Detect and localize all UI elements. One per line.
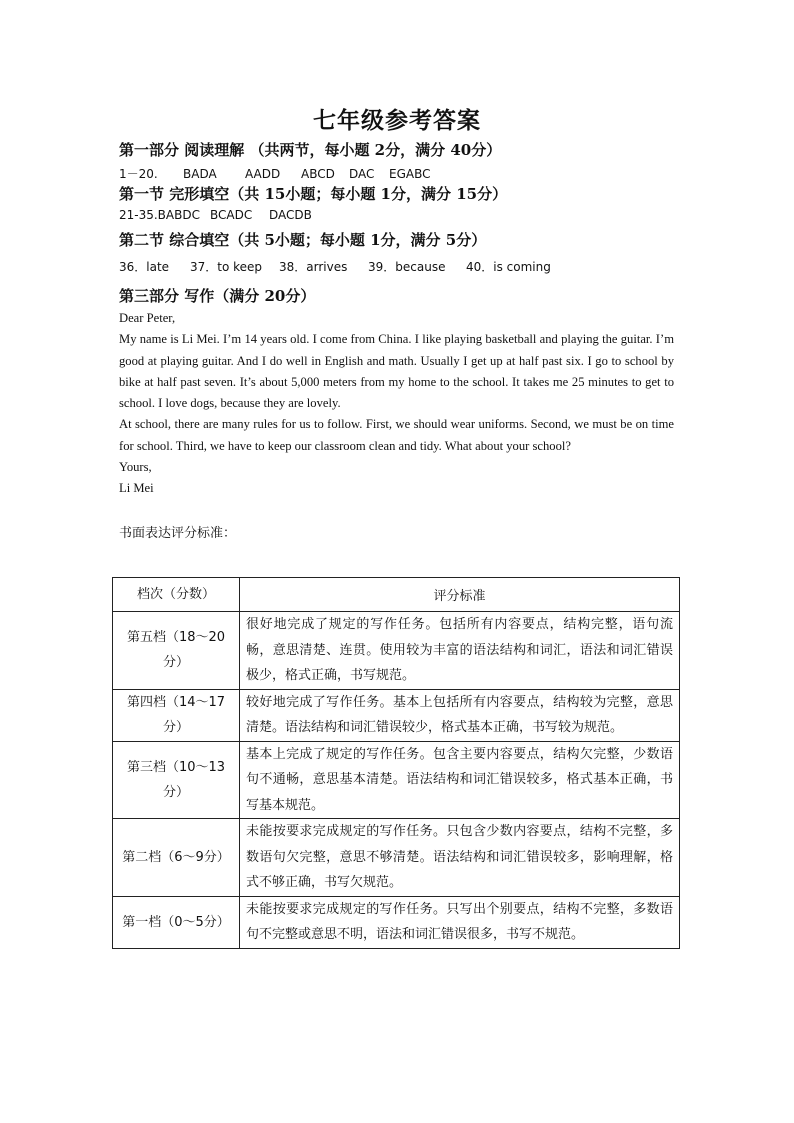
letter-greeting: Dear Peter, bbox=[119, 311, 176, 325]
section1-answers bbox=[119, 208, 312, 222]
header-criteria: 评分标准 bbox=[240, 578, 680, 612]
table-header-row bbox=[113, 578, 680, 612]
grade-description: 未能按要求完成规定的写作任务。只写出个别要点，结构不完整，多数语句不完整或意思不明，语法和词汇错误很多，书写不规范。 bbox=[240, 896, 680, 948]
letter-signature: Li Mei bbox=[119, 481, 154, 496]
letter-paragraph-2: At school, there are many rules for us to follow. First, we should wear uniforms. Second, we must be on time for school. Third, we have to keep our classroom clean and tidy. What about your school? bbox=[119, 417, 674, 453]
answer-group: DAC bbox=[349, 167, 375, 181]
answer-group: DACDB bbox=[269, 208, 312, 222]
part3-heading: 第三部分 写作（满分 20分） bbox=[119, 287, 316, 305]
section2-heading: 第二节 综合填空（共 5小题；每小题 1分，满分 5分） bbox=[119, 231, 487, 249]
header-level: 档次（分数） bbox=[113, 578, 240, 612]
answer-range: 1－20. bbox=[119, 167, 158, 181]
sample-letter bbox=[119, 308, 674, 500]
answer-group: EGABC bbox=[389, 167, 431, 181]
answer-item: 40．is coming bbox=[466, 260, 551, 274]
table-row bbox=[113, 612, 680, 690]
answer-item: 37．to keep bbox=[190, 260, 263, 274]
section2-answers bbox=[119, 258, 551, 275]
section1-heading: 第一节 完形填空（共 15小题；每小题 1分，满分 15分） bbox=[119, 185, 508, 203]
letter-closing: Yours, bbox=[119, 460, 152, 475]
table-row bbox=[113, 896, 680, 948]
letter-paragraph-1: My name is Li Mei. I’m 14 years old. I come from China. I like playing basketball and playing the guitar. I’m good at playing guitar. And I do well in English and math. Usually I get up at half past six. I go to school by bike at half past seven. It’s about 5,000 meters from my home to the school. It takes me 25 minutes to get to school. I love dogs, because they are lovely. bbox=[119, 332, 674, 411]
grade-description: 未能按要求完成规定的写作任务。只包含少数内容要点，结构不完整，多数语句欠完整，意思不够清楚。语法结构和词汇错误较多，影响理解，格式不够正确，书写欠规范。 bbox=[240, 819, 680, 897]
grade-description: 很好地完成了规定的写作任务。包括所有内容要点，结构完整，语句流畅，意思清楚、连贯。使用较为丰富的语法结构和词汇，语法和词汇错误极少，格式正确，书写规范。 bbox=[240, 612, 680, 690]
grading-table bbox=[112, 577, 680, 949]
part1-heading: 第一部分 阅读理解 （共两节，每小题 2分，满分 40分） bbox=[119, 141, 502, 159]
grade-description: 基本上完成了规定的写作任务。包含主要内容要点，结构欠完整，少数语句不通畅，意思基本清楚。语法结构和词汇错误较多，格式基本正确，书写基本规范。 bbox=[240, 741, 680, 819]
answer-group: ABCD bbox=[301, 167, 335, 181]
answer-group: BADA bbox=[183, 167, 217, 181]
part1-answers bbox=[119, 165, 431, 182]
table-row bbox=[113, 689, 680, 741]
answer-group: AADD bbox=[245, 167, 281, 181]
grade-description: 较好地完成了写作任务。基本上包括所有内容要点，结构较为完整，意思清楚。语法结构和词汇错误较少，格式基本正确，书写较为规范。 bbox=[240, 689, 680, 741]
grade-level: 第三档（10～13分） bbox=[113, 741, 240, 819]
page-title: 七年级参考答案 bbox=[313, 107, 481, 134]
table-row bbox=[113, 819, 680, 897]
answer-group: BCADC bbox=[210, 208, 253, 222]
table-row bbox=[113, 741, 680, 819]
grade-level: 第四档（14～17分） bbox=[113, 689, 240, 741]
grade-level: 第二档（6～9分） bbox=[113, 819, 240, 897]
answer-item: 39．because bbox=[368, 260, 446, 274]
answer-item: 38．arrives bbox=[279, 260, 348, 274]
grade-level: 第一档（0～5分） bbox=[113, 896, 240, 948]
criteria-label: 书面表达评分标准： bbox=[119, 526, 237, 541]
answer-group: 21-35.BABDC bbox=[119, 208, 200, 222]
answer-item: 36．late bbox=[119, 260, 170, 274]
grade-level: 第五档（18～20分） bbox=[113, 612, 240, 690]
